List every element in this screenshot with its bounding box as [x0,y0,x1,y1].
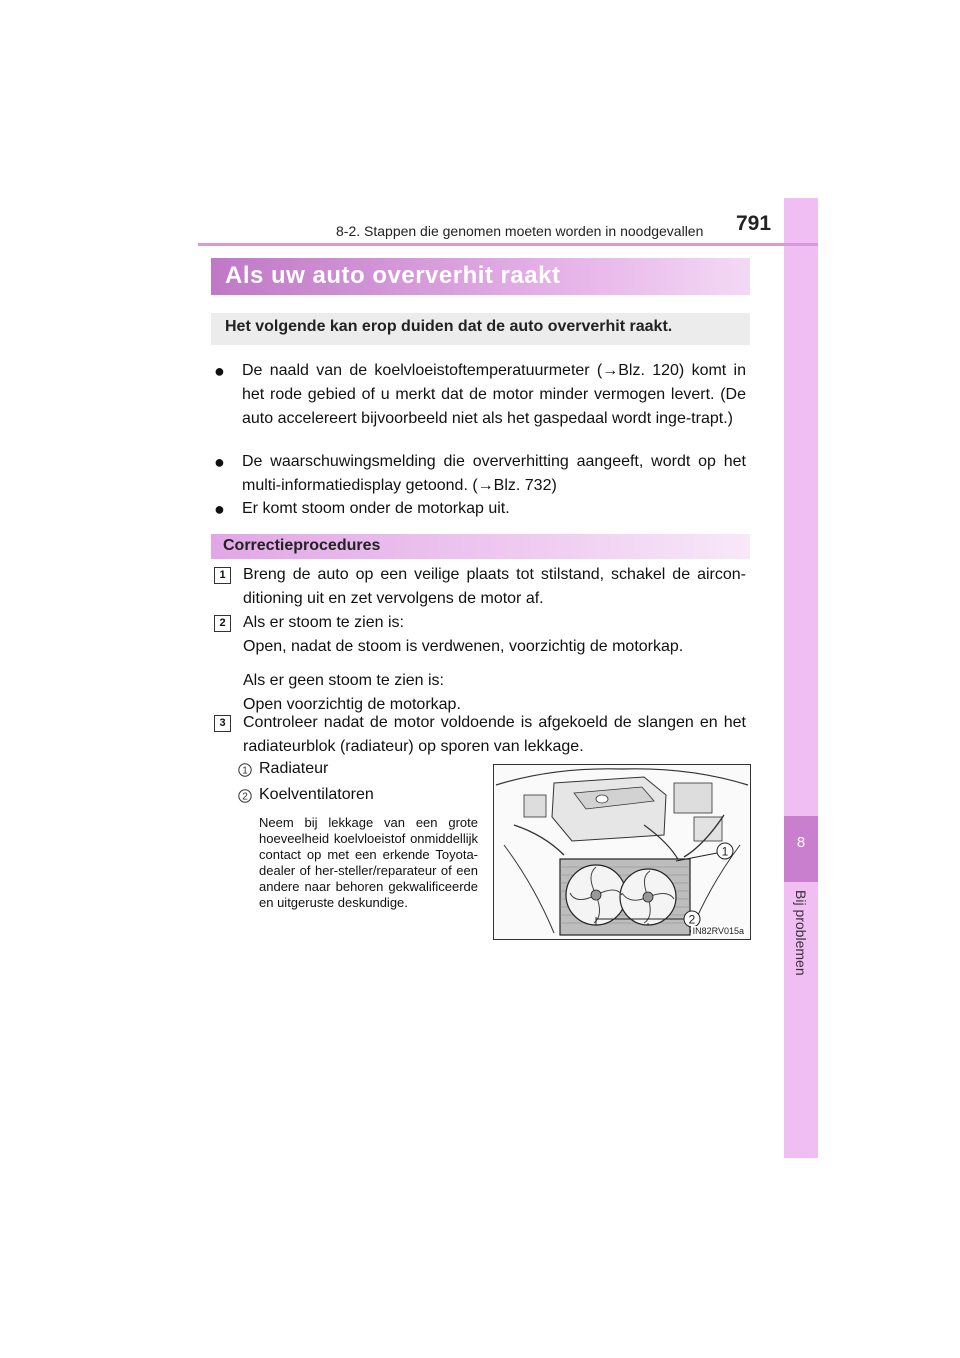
bullet-text: De waarschuwingsmelding die oververhitting aangeeft, wordt op het multi-informatiedisplay getoond. (→Blz. 732) [242,453,746,494]
bullet-icon: ● [214,361,225,381]
chapter-title: Bij problemen [793,890,809,976]
bullet-item [214,497,746,521]
figure-code: IN82RV015a [692,926,744,936]
svg-text:2: 2 [242,791,248,803]
bullet-icon: ● [214,452,225,472]
bullet-icon: ● [214,499,225,519]
engine-bay-drawing [494,765,750,939]
step-number: 3 [214,715,231,732]
fig-callout-2: 2 [688,912,696,927]
callout-2-icon [238,789,252,803]
chapter-number: 8 [784,816,818,882]
step-number: 2 [214,615,231,632]
bullet-item [214,450,746,498]
running-header: 8-2. Stappen die genomen moeten worden in noodgevallen [336,223,704,239]
bullet-text: Er komt stoom onder de motorkap uit. [242,500,510,517]
engine-bay-illustration [493,764,751,940]
leak-note: Neem bij lekkage van een grote hoeveelheid koelvloeistof onmiddellijk contact op met een erkende Toyota-dealer of her-steller/reparateur of een andere naar behoren gekwalificeerde en uitgeruste deskundige. [259,815,478,910]
step-text: Controleer nadat de motor voldoende is afgekoeld de slangen en het radiateurblok (radiateur) op sporen van lekkage. [243,714,746,755]
step-number: 1 [214,567,231,584]
fig-callout-1: 1 [721,844,729,859]
section-title: Als uw auto oververhit raakt [225,262,561,289]
header-rule [198,243,818,246]
intro-text: Het volgende kan erop duiden dat de auto oververhit raakt. [225,318,673,335]
callout-label-radiator: Radiateur [259,760,329,777]
step-text: Breng de auto op een veilige plaats tot stilstand, schakel de aircon-ditioning uit en zet vervolgens de motor af. [243,566,746,607]
callout-label-fans: Koelventilatoren [259,786,374,803]
procedures-title: Correctieprocedures [223,537,381,554]
callout-1-icon [238,763,252,777]
section-title-banner [211,258,750,295]
svg-text:1: 1 [242,765,248,777]
bullet-item [214,359,746,431]
side-tab [784,198,818,816]
procedures-banner [211,534,750,559]
bullet-text: De naald van de koelvloeistoftemperatuurmeter (→Blz. 120) komt in het rode gebied of u merkt dat de motor minder vermogen levert. (De auto accelereert bijvoorbeeld niet als het gaspedaal wordt inge-trapt.) [242,362,746,427]
page-number: 791 [736,212,772,235]
step-text: Als er stoom te zien is: Open, nadat de stoom is verdwenen, voorzichtig de motorkap. Als er geen stoom te zien is: Open voorzichtig de motorkap. [243,614,684,713]
intro-box [211,313,750,345]
